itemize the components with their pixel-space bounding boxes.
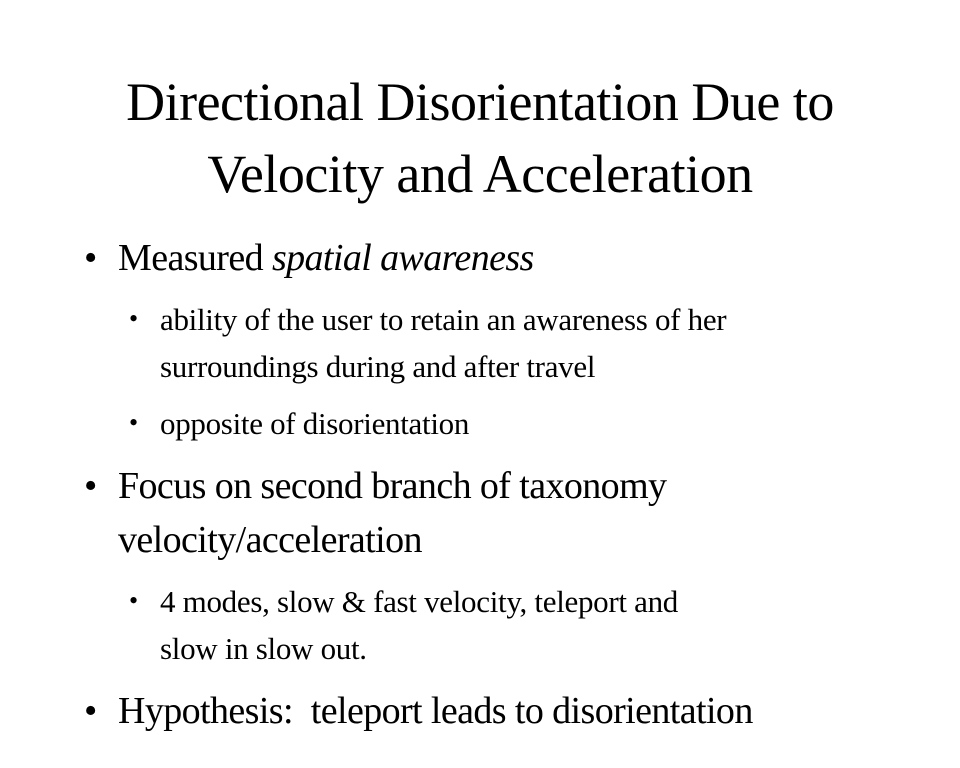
bullet-text <box>118 459 666 567</box>
bullet-icon: • <box>84 465 97 507</box>
sub-bullet-line: surroundings during and after travel <box>160 349 596 384</box>
bullet-icon: • <box>129 408 138 437</box>
slide-title <box>40 66 920 210</box>
sub-bullet-line: ability of the user to retain an awareness of her <box>160 302 727 337</box>
bullet-line: Focus on second branch of taxonomy <box>118 465 667 507</box>
sub-bullet-line: 4 modes, slow & fast velocity, teleport and <box>160 584 679 619</box>
bullet-line: Hypothesis: teleport leads to disorientation <box>118 690 753 732</box>
sub-bullet-text <box>160 578 678 672</box>
bullet-line: Measured spatial awareness <box>118 237 534 279</box>
sub-bullet-text <box>160 296 726 390</box>
bullet-icon: • <box>84 237 97 279</box>
bullet-icon: • <box>84 690 97 732</box>
title-line-1: Directional Disorientation Due to <box>126 72 834 132</box>
sub-bullet-line: slow in slow out. <box>160 631 367 666</box>
emphasis-text: spatial awareness <box>271 237 534 279</box>
bullet-text <box>118 231 534 285</box>
title-line-2: Velocity and Acceleration <box>207 144 753 204</box>
bullet-text <box>118 684 753 738</box>
sub-bullet-text <box>160 400 469 447</box>
bullet-icon: • <box>129 586 138 615</box>
bullet-icon: • <box>129 304 138 333</box>
bullet-line: velocity/acceleration <box>118 519 422 561</box>
sub-bullet-line: opposite of disorientation <box>160 406 470 441</box>
